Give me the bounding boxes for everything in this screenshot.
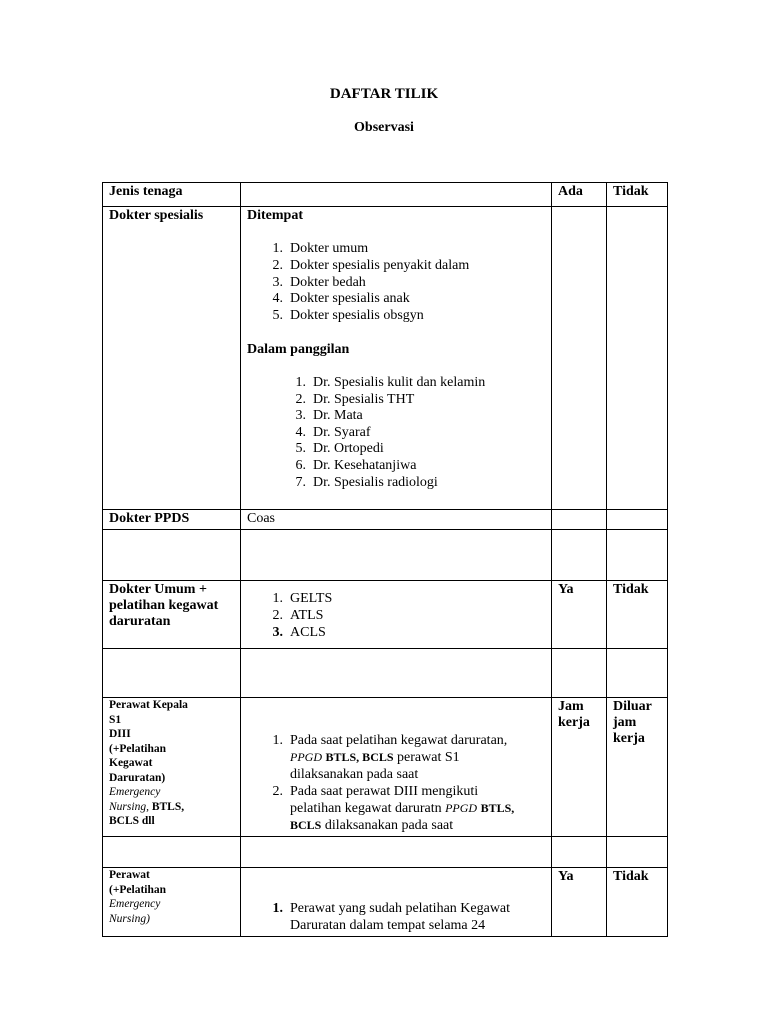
dokter-umum-details: [241, 581, 552, 649]
dalam-panggilan-list: [290, 375, 545, 491]
label-line: Perawat Kepala: [109, 699, 188, 711]
perawat-label: [103, 868, 241, 937]
empty-cell: [607, 530, 668, 581]
empty-cell: [241, 837, 552, 868]
list-item: 2. Pada saat perawat DIII mengikuti pelatihan kegawat daruratn PPGD BTLS, BCLS dilaksanakan pada saat: [272, 784, 515, 833]
row-perawat: [103, 868, 668, 937]
dokter-spesialis-label: Dokter spesialis: [103, 207, 241, 510]
dokter-umum-tidak: Tidak: [607, 581, 668, 649]
document-title: DAFTAR TILIK: [329, 86, 439, 102]
row-perawat-kepala: [103, 698, 668, 837]
document-subtitle: Observasi: [354, 120, 414, 135]
empty-row: [103, 530, 668, 581]
empty-cell: [552, 530, 607, 581]
list-item: 3. Dokter bedah: [272, 274, 366, 290]
perawat-kepala-diluar-jam-kerja: [607, 698, 668, 837]
perawat-kepala-details: [241, 698, 552, 837]
list-item: 1. Dokter umum: [272, 241, 369, 256]
dokter-spesialis-tidak-cell: [607, 207, 668, 510]
header-tidak: Tidak: [607, 183, 668, 207]
row-dokter-umum: [103, 581, 668, 649]
dokter-ppds-value: Coas: [241, 510, 552, 530]
label-line: S1: [109, 713, 122, 726]
empty-cell: [607, 837, 668, 868]
ditempat-heading: Ditempat: [247, 208, 303, 223]
diluar-label: Diluar: [613, 699, 652, 714]
checklist-table: [102, 182, 668, 937]
perawat-kepala-label: [103, 698, 241, 837]
kerja-label: kerja: [558, 715, 590, 730]
dokter-umum-label-line: daruratan: [109, 614, 171, 629]
dokter-ppds-tidak-cell: [607, 510, 668, 530]
list-item: 2. Dokter spesialis penyakit dalam: [272, 257, 470, 273]
list-item: 5. Dr. Ortopedi: [295, 441, 384, 457]
row-dokter-ppds: [103, 510, 668, 530]
dokter-umum-ya: Ya: [552, 581, 607, 649]
dokter-umum-label: [103, 581, 241, 649]
list-item: 1. Dr. Spesialis kulit dan kelamin: [295, 374, 486, 390]
empty-cell: [552, 837, 607, 868]
header-jenis-tenaga: Jenis tenaga: [103, 183, 241, 207]
ditempat-list: [267, 241, 545, 325]
dokter-spesialis-details: [241, 207, 552, 510]
list-item: 2. Dr. Spesialis THT: [295, 391, 415, 407]
label-line: (+Pelatihan: [109, 742, 167, 755]
dokter-spesialis-ada-cell: [552, 207, 607, 510]
header-empty-cell: [241, 183, 552, 207]
perawat-details: [241, 868, 552, 937]
header-row: [103, 183, 668, 207]
dalam-panggilan-heading: Dalam panggilan: [247, 341, 350, 357]
empty-cell: [103, 530, 241, 581]
list-item: 2. ATLS: [272, 608, 324, 623]
list-item: 3. Dr. Mata: [295, 408, 363, 424]
dokter-ppds-ada-cell: [552, 510, 607, 530]
diluar-jam-label: jam: [613, 715, 637, 730]
label-line: BCLS dll: [109, 815, 155, 827]
label-line: Perawat: [109, 869, 150, 881]
empty-cell: [552, 649, 607, 698]
empty-cell: [103, 837, 241, 868]
list-item: 1. Pada saat pelatihan kegawat daruratan, PPGD BTLS, BCLS perawat S1 dilaksanakan pada saat: [272, 733, 508, 782]
label-line: (+Pelatihan: [109, 883, 167, 896]
list-item: 5. Dokter spesialis obsgyn: [272, 308, 424, 324]
empty-cell: [103, 649, 241, 698]
list-item: 1. Perawat yang sudah pelatihan Kegawat Daruratan dalam tempat selama 24: [272, 901, 511, 933]
row-dokter-spesialis: [103, 207, 668, 510]
empty-cell: [607, 649, 668, 698]
label-line: Emergency: [109, 898, 161, 910]
label-line: Kegawat: [109, 757, 153, 769]
list-item: 3. ACLS: [272, 625, 326, 640]
perawat-ya: Ya: [552, 868, 607, 937]
label-line: Nursing): [109, 912, 150, 925]
label-line: Emergency: [109, 786, 161, 798]
pelatihan-list: [267, 590, 545, 641]
list-item: 1. GELTS: [272, 591, 333, 606]
empty-row: [103, 649, 668, 698]
list-item: 6. Dr. Kesehatanjiwa: [295, 457, 417, 473]
empty-cell: [241, 530, 552, 581]
list-item: 7. Dr. Spesialis radiologi: [295, 474, 438, 490]
perawat-tidak: Tidak: [607, 868, 668, 937]
list-item: 4. Dokter spesialis anak: [272, 291, 410, 307]
diluar-kerja-label: kerja: [613, 731, 645, 746]
dokter-umum-label-line: Dokter Umum +: [109, 582, 207, 597]
label-line: Daruratan): [109, 771, 166, 784]
label-line: DIII: [109, 728, 131, 740]
perawat-kepala-jam-kerja: [552, 698, 607, 837]
header-ada: Ada: [552, 183, 607, 207]
label-line: Nursing, BTLS,: [109, 800, 185, 813]
perawat-kepala-list: [267, 732, 545, 834]
empty-cell: [241, 649, 552, 698]
perawat-list: [267, 900, 545, 934]
jam-label: Jam: [558, 699, 584, 714]
list-item: 4. Dr. Syaraf: [295, 424, 371, 440]
dokter-umum-label-line: pelatihan kegawat: [109, 598, 219, 613]
dokter-ppds-label: Dokter PPDS: [103, 510, 241, 530]
empty-row: [103, 837, 668, 868]
